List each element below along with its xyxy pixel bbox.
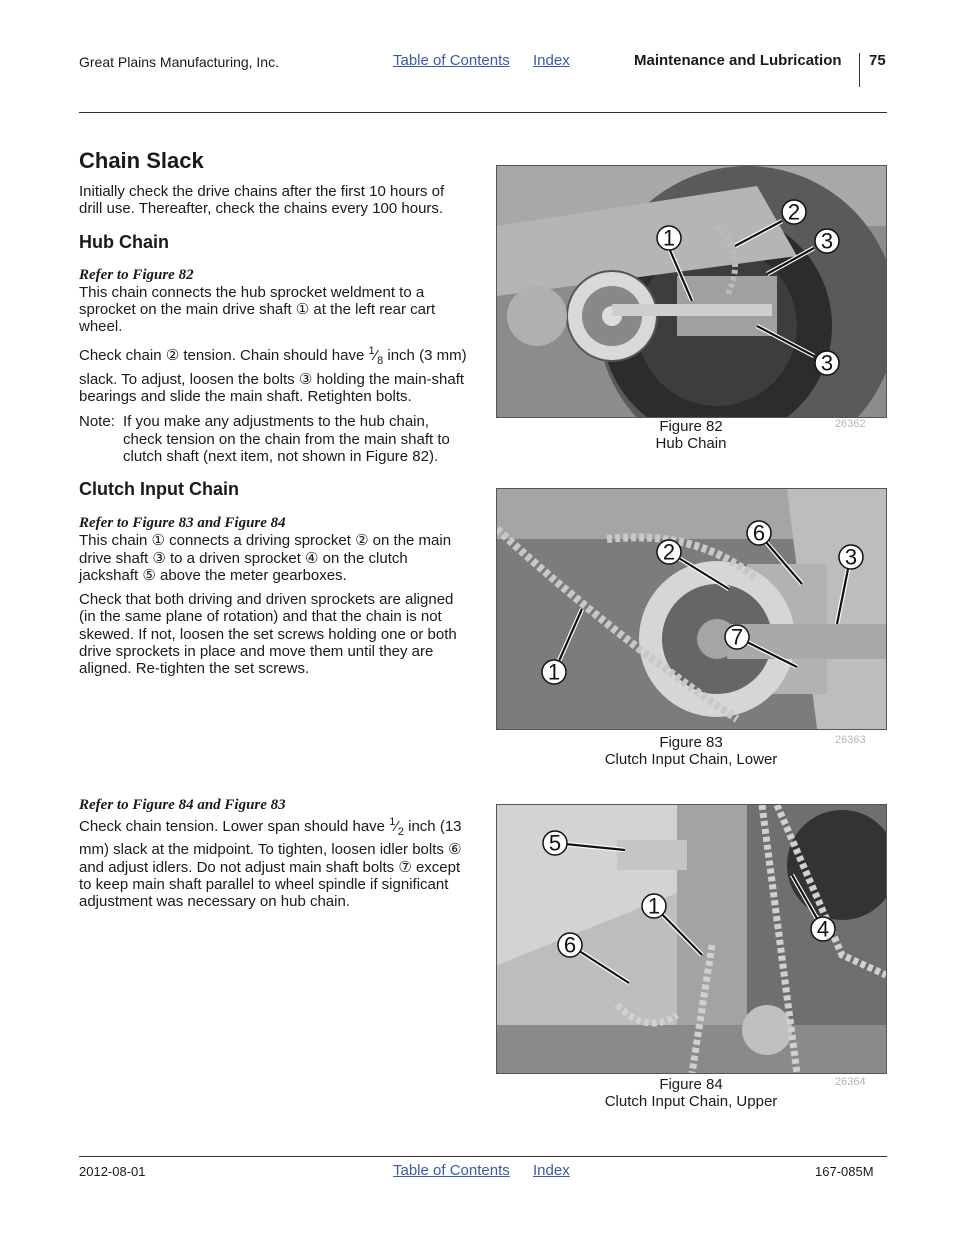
- figure-83-caption: [496, 734, 886, 768]
- figure-84-callout-5: 5: [548, 830, 562, 856]
- footer-table-of-contents-link[interactable]: Table of Contents: [393, 1162, 510, 1179]
- clutch-ref-1: Refer to Figure 83 and Figure 84: [79, 515, 286, 532]
- figure-84-caption: [496, 1076, 886, 1110]
- figure-84-callout-6: 6: [563, 932, 577, 958]
- hub-note: [79, 413, 469, 465]
- figure-84-id: 26364: [835, 1076, 866, 1088]
- figure-83-callout-1: 1: [547, 659, 561, 685]
- clutch-tension-block: [79, 797, 469, 910]
- company-name: Great Plains Manufacturing, Inc.: [79, 54, 279, 70]
- hub-paragraph-1: This chain connects the hub sprocket weldment to a sprocket on the main drive shaft ① at the left rear cart wheel.: [79, 283, 436, 336]
- clutch-paragraph-2: Check that both driving and driven sprockets are aligned (in the same plane of rotation) and that the chain is not skewed. If not, loosen the set screws holding one or both drive sprockets in place and move them until they are aligned. Re-tighten the set screws.: [79, 591, 457, 678]
- figure-82-id: 26362: [835, 418, 866, 430]
- hub-ref: Refer to Figure 82: [79, 266, 194, 283]
- figure-82-callout-1: 1: [662, 225, 676, 251]
- table-of-contents-link[interactable]: Table of Contents: [393, 52, 510, 69]
- figure-84-callout-1: 1: [647, 893, 661, 919]
- figure-82-callout-3b: 3: [820, 350, 834, 376]
- index-link[interactable]: Index: [533, 52, 570, 69]
- footer-doc-id: 167-085M: [815, 1164, 874, 1179]
- figure-83-id: 26363: [835, 734, 866, 746]
- intro-paragraph: Initially check the drive chains after the first 10 hours of drill use. Thereafter, check the chains every 100 hours.: [79, 183, 445, 218]
- figure-84-title: Clutch Input Chain, Upper: [604, 1093, 778, 1110]
- clutch-paragraph-3: Check chain tension. Lower span should have $^1⁄_2$ inch (13 mm) slack at the midpoint. To tighten, loosen idler bolts ⑥ and adjust idlers. Do not adjust main shaft bolts ⑦ except to keep main shaft parallel to wheel spindle if significant adjustment was necessary on hub chain.: [79, 816, 462, 911]
- hub-chain-heading: Hub Chain: [79, 231, 169, 252]
- figure-84-photo: [496, 804, 887, 1074]
- clutch-ref-2: Refer to Figure 84 and Figure 83: [79, 797, 286, 813]
- section-title: Maintenance and Lubrication: [634, 52, 842, 69]
- footer-rule: [79, 1156, 887, 1157]
- figure-82-title: Hub Chain: [655, 435, 727, 452]
- figure-83-number: Figure 83: [659, 734, 723, 751]
- figure-82-number: Figure 82: [659, 418, 723, 435]
- footer-index-link[interactable]: Index: [533, 1162, 570, 1179]
- note-text: If you make any adjustments to the hub chain, check tension on the chain from the main shaft to clutch shaft (next item, not shown in Figure 82).: [123, 413, 450, 465]
- figure-82-caption: [496, 418, 886, 452]
- header-divider: [859, 53, 860, 87]
- hub-paragraph-2: Check chain ② tension. Chain should have $^1⁄_8$ inch (3 mm) slack. To adjust, loosen the bolts ③ holding the main-shaft bearings and slide the main shaft. Retighten bolts.: [79, 345, 467, 406]
- clutch-paragraph-1: This chain ① connects a driving sprocket ② on the main drive shaft ③ to a driven sprocket ④ on the clutch jackshaft ⑤ above the meter gearboxes.: [79, 532, 452, 584]
- page-number: 75: [869, 52, 886, 69]
- figure-83-callout-6: 6: [752, 520, 766, 546]
- figure-82-photo: [496, 165, 887, 418]
- figure-84-callout-4: 4: [816, 916, 830, 942]
- figure-83-title: Clutch Input Chain, Lower: [604, 751, 778, 768]
- footer-date: 2012-08-01: [79, 1164, 146, 1179]
- figure-83-callout-7: 7: [730, 624, 744, 650]
- figure-84-number: Figure 84: [659, 1076, 723, 1093]
- figure-82-callout-3a: 3: [820, 228, 834, 254]
- page-title: Chain Slack: [79, 148, 204, 173]
- clutch-chain-heading: Clutch Input Chain: [79, 479, 239, 500]
- figure-83-callout-2: 2: [662, 539, 676, 565]
- note-label: Note:: [79, 413, 115, 431]
- figure-83-callout-3: 3: [844, 544, 858, 570]
- figure-83-photo: [496, 488, 887, 730]
- main-text-column: [79, 148, 469, 678]
- header-rule: [79, 112, 887, 113]
- figure-82-callout-2: 2: [787, 199, 801, 225]
